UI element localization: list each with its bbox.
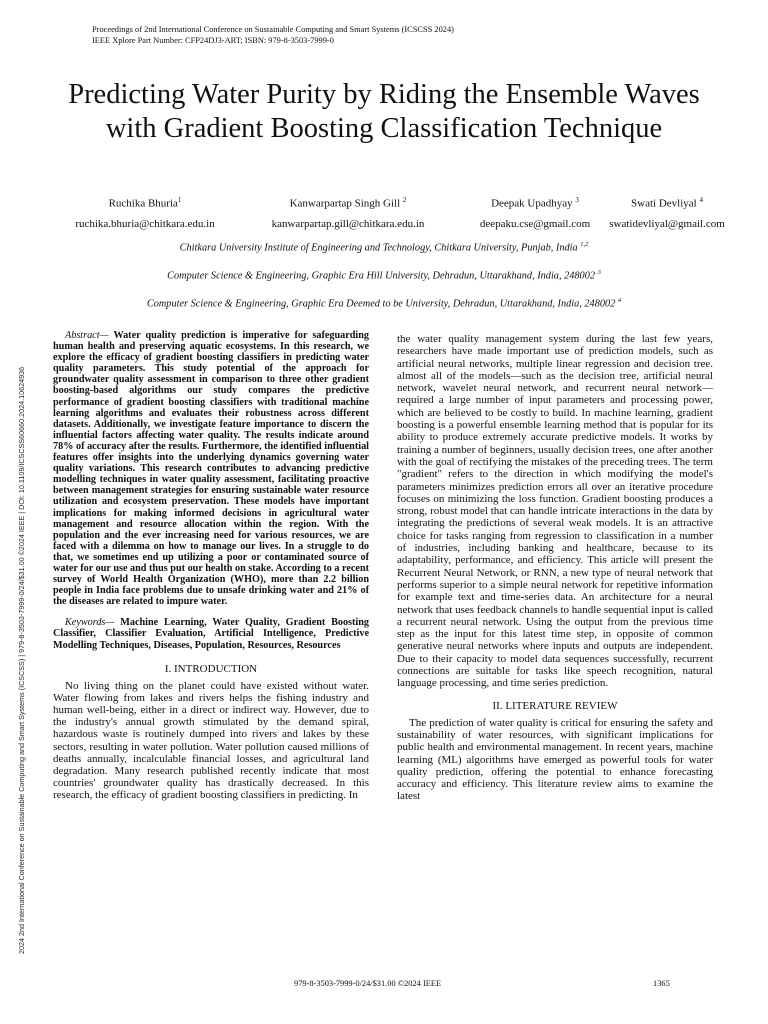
author-sup: 2 — [402, 196, 407, 204]
section-heading-literature-review: II. LITERATURE REVIEW — [492, 699, 618, 712]
abstract-text: Water quality prediction is imperative for safeguarding human health and preserving aquatic ecosystems. In this research, we explore the efficacy of gradient boosting classifiers in predicting water quality parameters. This study potential of the approach for groundwater quality assessment in comparison to three other gradient boosting-based algorithms our study compares the predictive performance of gradient boosting classifiers with traditional machine learning algorithms and evaluates their robustness across different datasets. Additionally, we investigate feature importance to discern the influential factors affecting water quality. The results indicate around 78% of accuracy after the results. Furthermore, the identified influential features offer insights into the underlying dynamics governing water quality variations. This research contributes to advancing predictive modelling techniques in water quality assessment, facilitating proactive between management strategies for ensuring sustainable water resource utilization and ecosystem preservation. These models have important implications for making informed decisions in agricultural water management and resource allocation within the region. With the population and the ever increasing need for various resources, we are faced with a dilemma on how to manage our lives. In a struggle to do that, we sometimes end up utilizing a poor or contaminated source of water for our use and thus put our health on stake. According to a recent survey of World Health Organization (WHO), more than 2.2 billion people in India face problems due to unsafe drinking water and 21% of the diseases are related to impure water. — [53, 330, 369, 608]
author-email: ruchika.bhuria@chitkara.edu.in — [75, 217, 215, 230]
affiliation: Computer Science & Engineering, Graphic Era Hill University, Dehradun, Uttarakhand, India, 248002 $^3$ — [167, 269, 601, 282]
affiliation: Computer Science & Engineering, Graphic Era Deemed to be University, Dehradun, Uttarakhand, India, 248002 $^4$ — [146, 297, 622, 310]
left-column — [53, 330, 369, 802]
conference-header: Proceedings of 2nd International Conference on Sustainable Computing and Smart Systems (ICSCSS 2024) — [92, 25, 454, 34]
author-email: kanwarpartap.gill@chitkara.edu.in — [271, 217, 425, 230]
author-block — [238, 190, 458, 234]
right-column — [397, 333, 713, 803]
isbn-header: IEEE Xplore Part Number: CFP24DJ3-ART; ISBN: 979-8-3503-7999-0 — [92, 36, 334, 45]
intro-paragraph-continued: the water quality management system during the last few years, researchers have made important use of prediction models, such as artificial neural networks, multiple linear regression and decision tree. almost all of the models—such as the decision tree, artificial neural network, wavelet neural network, and recurrent neural network—required a large number of input parameters and processing power, which are believed to be costly to build. In machine learning, gradient boosting is a powerful ensemble learning method that is popular for its ability to produce extremely accurate predictive models. It works by training a number of beginners, usually decision trees, one after another with the goal of rectifying the mistakes of the preceding trees. The term "gradient" refers to the direction in which modifying the model's parameters minimizes prediction errors all over an iterative procedure focuses on minimizing the loss function. Gradient boosting produces a strong, robust model that can handle intricate interactions in the data by integrating the predictions of several weak models. It is an attractive choice for tasks ranging from regression to classification in a number of industries, including banking and healthcare, because to its adaptability, performance, and efficiency. This article will present the Recurrent Neural Network, or RNN, a new type of neural network that performs superior to a simple neural network for repetitive information for example text and time-series data. An architecture for a neural network that uses feedback channels to handle sequential input is called a recurrent neural network. Using the output from the previous time step as the input for this latest time step, in opposite of common generative neural networks where inputs and outputs are independent. Due to their capacity to model data sequences successfully, recurrent connections are suitable for tasks like speech recognition, natural language processing, and time series prediction. — [397, 333, 713, 690]
affiliation: Chitkara University Institute of Engineering and Technology, Chitkara University, Punjab, India $^{1,2}$ — [179, 241, 589, 254]
author-block — [60, 190, 230, 234]
keywords-text: Machine Learning, Water Quality, Gradient Boosting Classifier, Classifier Evaluation, Artificial Intelligence, Predictive Modelling Techniques, Diseases, Population, Resources, Resources — [53, 617, 369, 651]
author-name: Deepak Upadhyay — [491, 197, 573, 210]
literature-review-paragraph: The prediction of water quality is critical for ensuring the safety and sustainability of water resources, with significant implications for public health and environmental management. In recent years, machine learning (ML) algorithms have emerged as powerful tools for water quality prediction, offering the potential to enhance forecasting accuracy and efficiency. This literature review aims to examine the latest — [397, 716, 713, 803]
author-block — [460, 190, 610, 234]
section-heading-introduction: I. INTRODUCTION — [164, 662, 258, 675]
author-sup: 1 — [177, 196, 182, 204]
author-name: Kanwarpartap Singh Gill — [289, 197, 401, 210]
author-sup: 3 — [575, 196, 579, 204]
author-email: deepaku.cse@gmail.com — [479, 217, 591, 230]
paper-title: Predicting Water Purity by Riding the Ensemble Waves with Gradient Boosting Classification Technique — [68, 79, 700, 144]
doi-sidebar: 2024 2nd International Conference on Sustainable Computing and Smart Systems (ICSCSS) | 979-8-3503-7999-0/24/$31.00 ©2024 IEEE | DOI: 10.1109/ICSCSS60660.2024.10624936 — [17, 366, 26, 954]
author-sup: 4 — [699, 196, 703, 204]
author-block — [602, 190, 732, 234]
page-number: 1365 — [653, 979, 670, 988]
author-name: Ruchika Bhuria — [108, 197, 178, 210]
intro-paragraph: No living thing on the planet could have existed without water. Water flowing from lakes and rivers helps the fishing industry and human well-being, either in a direct or indirect way. However, due to the industry's annual growth stimulated by the demand spiral, hazardous waste is routinely dumped into rivers and lakes by these sectors, resulting in water pollution. Water pollution caused millions of deaths annually, incalculable financial losses, and agricultural land degradation. Many research published recently indicate that most countries' groundwater quality has drastically decreased. In this research, the efficacy of gradient boosting classifiers in predicting. In — [53, 679, 369, 802]
keywords — [53, 617, 369, 650]
author-list — [40, 190, 728, 230]
abstract-label: Abstract— — [65, 330, 109, 341]
keywords-label: Keywords— — [65, 617, 115, 629]
footer-isbn: 979-8-3503-7999-0/24/$31.00 ©2024 IEEE — [294, 979, 442, 988]
author-email: swatidevliyal@gmail.com — [609, 217, 725, 230]
author-name: Swati Devliyal — [631, 197, 697, 210]
abstract — [53, 330, 369, 607]
